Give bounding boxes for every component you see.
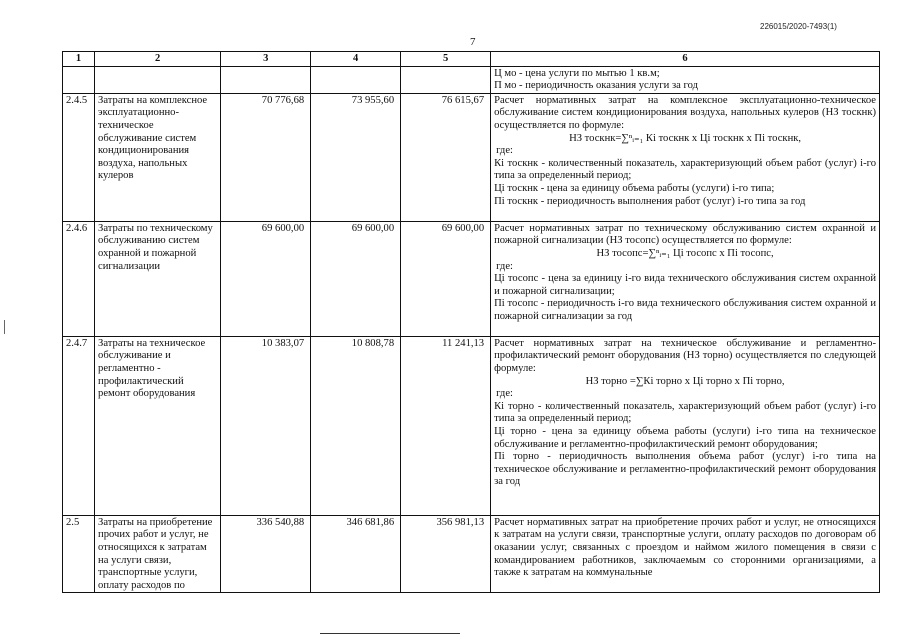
- definition-line: Пi тосопс - периодичность i-го вида технического обслуживания систем охранной и пожарной сигнализации за год: [494, 298, 876, 322]
- description-intro: Расчет нормативных затрат на техническое обслуживание и регламентно-профилактический ремонт оборудования (НЗ торно) осуществляется по следующей формуле:: [494, 337, 876, 374]
- value-year-1: 336 540,88: [221, 515, 311, 593]
- header-col-1: 1: [63, 52, 95, 67]
- header-col-2: 2: [95, 52, 221, 67]
- description-cell: [491, 336, 880, 515]
- definition-line: Цi тоскнк - цена за единицу объема работы (услуги) i-го типа;: [494, 182, 775, 194]
- header-row: [63, 52, 880, 67]
- formula: НЗ торно =∑Кi торно х Цi торно х Пi торно,: [585, 375, 785, 387]
- formula: НЗ тосопс=∑ⁿᵢ₌₁ Цi тосопс х Пi тосопс,: [596, 247, 774, 259]
- description-intro: Расчет нормативных затрат по техническому обслуживанию систем охранной и пожарной сигнализации (НЗ тосопс) осуществляется по формуле:: [494, 222, 876, 247]
- footer-rule: [320, 633, 460, 634]
- row-name: Затраты на техническое обслуживание и регламентно - профилактический ремонт оборудования: [95, 336, 221, 515]
- value-year-1: 10 383,07: [221, 336, 311, 515]
- definition-line: Пi торно - периодичность выполнения объема работ (услуг) i-го типа на техническое обслуживание и регламентно-профилактический ремонт оборудования за год: [494, 451, 876, 488]
- document-id: 226015/2020-7493(1): [760, 22, 837, 31]
- table-row: [63, 93, 880, 221]
- description-intro: Расчет нормативных затрат на приобретение прочих работ и услуг, не относящихся к затратам на услуги связи, транспортные услуги, оплату расходов по договорам об оказании услуг, связанных с проездом и наймом жилого помещения в связи с командированием работников, заключаемым со сторонними организациями, а также к затратам на коммунальные: [494, 516, 876, 579]
- description-cell: [491, 515, 880, 593]
- description-intro: Расчет нормативных затрат на комплексное эксплуатационно-техническое обслуживание систем кондиционирования воздуха, напольных кулеров (НЗ тоскнк) осуществляется по формуле:: [494, 94, 876, 131]
- row-name: Затраты на приобретение прочих работ и услуг, не относящихся к затратам на услуги связи, транспортные услуги, оплату расходов по: [95, 515, 221, 593]
- cell-empty: [401, 66, 491, 93]
- cell-empty: [63, 66, 95, 93]
- formula: НЗ тоскнк=∑ⁿᵢ₌₁ Кi тоскнк х Цi тоскнк х Пi тоскнк,: [569, 132, 802, 144]
- cell-empty: [221, 66, 311, 93]
- definition-line: Цi тосопс - цена за единицу i-го вида технического обслуживания систем охранной и пожарной сигнализации;: [494, 273, 876, 297]
- header-col-3: 3: [221, 52, 311, 67]
- header-col-4: 4: [311, 52, 401, 67]
- where-label: где:: [496, 388, 513, 400]
- definition-line: Цi торно - цена за единицу объема работы (услуги) i-го типа на техническое обслуживание и регламентно-профилактический ремонт оборудования;: [494, 425, 876, 450]
- value-year-3: 356 981,13: [401, 515, 491, 593]
- row-code: 2.4.6: [63, 221, 95, 336]
- table-row: [63, 221, 880, 336]
- where-label: где:: [496, 145, 513, 157]
- cell-empty: [311, 66, 401, 93]
- value-year-3: 69 600,00: [401, 221, 491, 336]
- row-name: Затраты по техническому обслуживанию систем охранной и пожарной сигнализации: [95, 221, 221, 336]
- row-code: 2.4.7: [63, 336, 95, 515]
- value-year-1: 70 776,68: [221, 93, 311, 221]
- table-row: [63, 515, 880, 593]
- header-col-5: 5: [401, 52, 491, 67]
- definition-line: П мо - периодичность оказания услуги за год: [494, 80, 698, 92]
- definition-line: Кi тоскнк - количественный показатель, характеризующий объем работ (услуг) i-го типа за определенный период;: [494, 157, 876, 182]
- definition-line: Пi тоскнк - периодичность выполнения работ (услуг) i-го типа за год: [494, 195, 806, 207]
- definition-line: Ц мо - цена услуги по мытью 1 кв.м;: [494, 67, 660, 79]
- value-year-3: 11 241,13: [401, 336, 491, 515]
- definition-line: Кi торно - количественный показатель, характеризующий объем работ (услуг) i-го типа за определенный период;: [494, 400, 876, 425]
- value-year-2: 69 600,00: [311, 221, 401, 336]
- table-row-continuation: [63, 66, 880, 93]
- row-code: 2.4.5: [63, 93, 95, 221]
- header-col-6: 6: [491, 52, 880, 67]
- row-code: 2.5: [63, 515, 95, 593]
- value-year-2: 346 681,86: [311, 515, 401, 593]
- page-number: 7: [470, 36, 476, 48]
- table-row: [63, 336, 880, 515]
- value-year-1: 69 600,00: [221, 221, 311, 336]
- description-cell: [491, 93, 880, 221]
- cost-table: [62, 51, 880, 593]
- value-year-3: 76 615,67: [401, 93, 491, 221]
- cell-empty: [95, 66, 221, 93]
- margin-mark: [4, 320, 5, 334]
- value-year-2: 73 955,60: [311, 93, 401, 221]
- row-name: Затраты на комплексное эксплуатационно-техническое обслуживание систем кондиционирования воздуха, напольных кулеров: [95, 93, 221, 221]
- where-label: где:: [496, 260, 513, 272]
- value-year-2: 10 808,78: [311, 336, 401, 515]
- description-cell: [491, 66, 880, 93]
- description-cell: [491, 221, 880, 336]
